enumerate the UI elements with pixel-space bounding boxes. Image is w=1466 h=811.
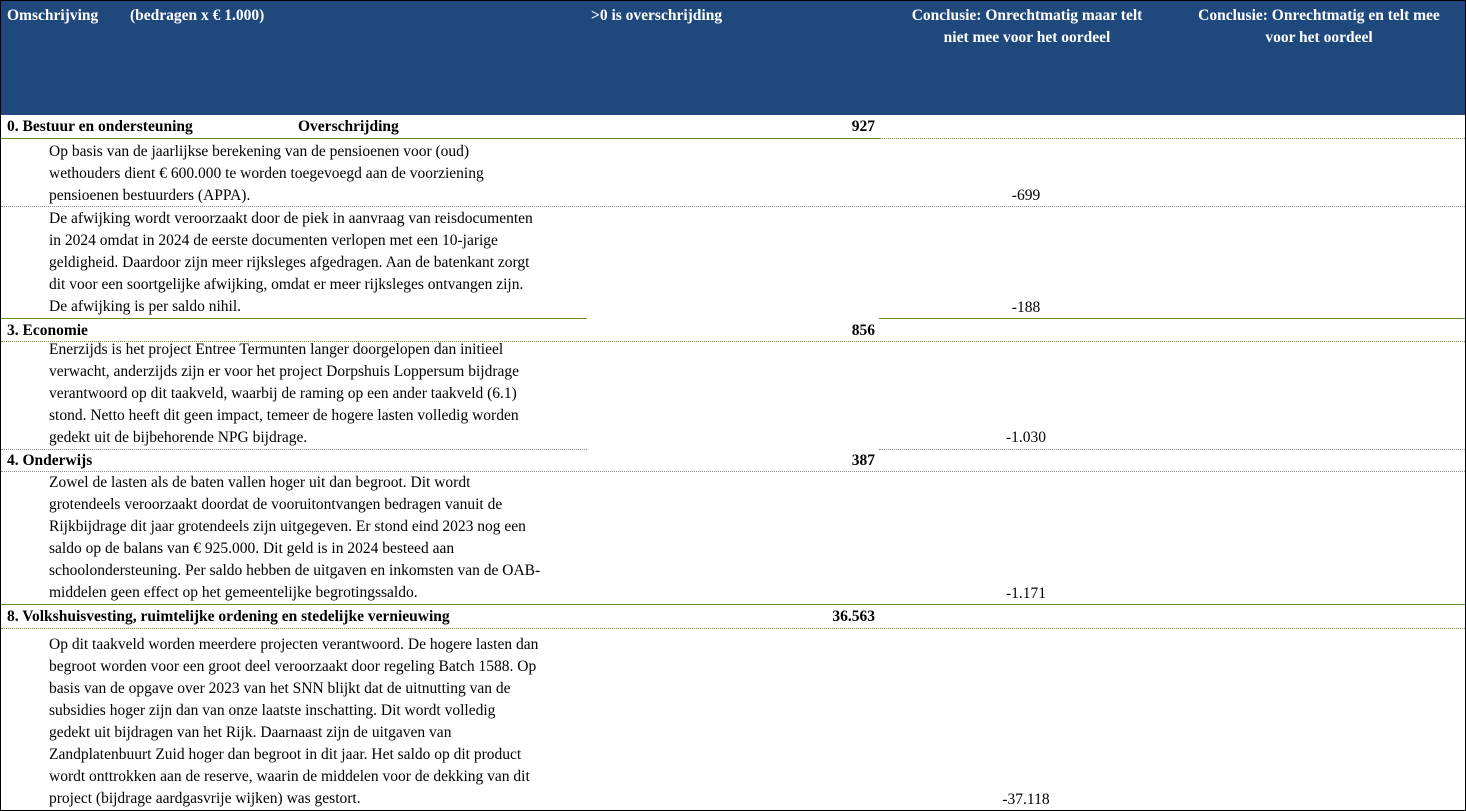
- description-line: Rijkbijdrage dit jaar grotendeels zijn uitgegeven. Er stond eind 2023 nog een: [49, 518, 526, 535]
- description-line: geldigheid. Daardoor zijn meer rijksleges afgedragen. Aan de batenkant zorgt: [49, 254, 530, 271]
- description-line: verantwoord op dit taakveld, waarbij de raming op een ander taakveld (6.1): [49, 385, 517, 402]
- section-sublabel: Overschrijding: [298, 118, 399, 135]
- section-title: 0. Bestuur en ondersteuning: [7, 118, 193, 135]
- section-row-volkshuisvesting: [1, 607, 879, 627]
- header-omschrijving: Omschrijving: [7, 7, 99, 24]
- row-divider: [1, 138, 879, 139]
- description-line: pensioenen bestuurders (APPA).: [49, 187, 251, 204]
- section-row-onderwijs: [1, 451, 879, 471]
- value-cell: -188: [1011, 299, 1041, 316]
- value-cell: -1.171: [1005, 585, 1047, 602]
- section-row-economie: [1, 321, 879, 341]
- description-line: De afwijking wordt veroorzaakt door de piek in aanvraag van reisdocumenten: [49, 210, 533, 227]
- description-line: dit voor een soortgelijke afwijking, omdat er meer rijksleges ontvangen zijn.: [49, 276, 524, 293]
- description-line: Zowel de lasten als de baten vallen hoger uit dan begroot. Dit wordt: [49, 474, 471, 491]
- description-line: stond. Netto heeft dit geen impact, temeer de hogere lasten volledig worden: [49, 407, 519, 424]
- row-divider: [879, 449, 1465, 450]
- row-divider: [1, 628, 1465, 629]
- description-text: [49, 634, 584, 810]
- description-line: subsidies hoger zijn dan van onze laatste inschatting. Dit wordt volledig: [49, 702, 496, 719]
- row-divider: [879, 138, 1465, 139]
- description-line: gedekt uit bijdragen van het Rijk. Daarnaast zijn de uitgaven van: [49, 724, 452, 741]
- description-line: gedekt uit de bijbehorende NPG bijdrage.: [49, 429, 308, 446]
- value-cell: -1.030: [1005, 429, 1047, 446]
- description-line: schoolondersteuning. Per saldo hebben de uitgaven en inkomsten van de OAB-: [49, 562, 541, 579]
- description-line: basis van de opgave over 2023 van het SNN blijkt dat de uitnutting van de: [49, 680, 511, 697]
- description-text: [49, 141, 584, 207]
- value-cell: -699: [1011, 187, 1041, 204]
- row-divider: [1, 604, 1465, 605]
- section-amount: 856: [851, 322, 875, 339]
- table-header: [1, 1, 1465, 115]
- row-divider: [879, 318, 1465, 319]
- header-conclusie-telt-wel: Conclusie: Onrechtmatig en telt mee voor het oordeel: [1198, 7, 1440, 46]
- description-line: Enerzijds is het project Entree Termunten langer doorgelopen dan initieel: [49, 341, 504, 358]
- description-line: Zandplatenbuurt Zuid hoger dan begroot in dit jaar. Het saldo op dit product: [49, 746, 522, 763]
- description-line: saldo op de balans van € 925.000. Dit geld is in 2024 besteed aan: [49, 540, 455, 557]
- description-line: wordt onttrokken aan de reserve, waarin de middelen voor de dekking van dit: [49, 768, 530, 785]
- description-line: verwacht, anderzijds zijn er voor het project Dorpshuis Loppersum bijdrage: [49, 363, 520, 380]
- description-line: Op basis van de jaarlijkse berekening van de pensioenen voor (oud): [49, 143, 470, 160]
- description-text: [49, 208, 584, 318]
- header-overschrijding: >0 is overschrijding: [591, 7, 723, 24]
- section-title: 3. Economie: [7, 322, 88, 339]
- description-text: [49, 339, 584, 449]
- section-title: 4. Onderwijs: [7, 452, 93, 469]
- header-bedragen: (bedragen x € 1.000): [130, 7, 265, 24]
- section-title: 8. Volkshuisvesting, ruimtelijke ordening en stedelijke vernieuwing: [7, 608, 450, 625]
- section-amount: 36.563: [832, 608, 875, 625]
- description-line: project (bijdrage aardgasvrije wijken) was gestort.: [49, 790, 361, 807]
- description-line: Op dit taakveld worden meerdere projecten verantwoord. De hogere lasten dan: [49, 636, 539, 653]
- description-line: middelen geen effect op het gemeentelijke begrotingssaldo.: [49, 584, 418, 601]
- value-cell: -37.118: [1002, 791, 1050, 808]
- description-line: wethouders dient € 600.000 te worden toegevoegd aan de voorziening: [49, 165, 484, 182]
- description-line: De afwijking is per saldo nihil.: [49, 298, 241, 315]
- row-divider: [1, 449, 587, 450]
- row-divider: [1, 206, 1465, 207]
- section-amount: 927: [851, 118, 875, 135]
- description-line: in 2024 omdat in 2024 de eerste documenten verlopen met een 10-jarige: [49, 232, 498, 249]
- section-row-bestuur: [1, 117, 879, 137]
- row-divider: [1, 318, 587, 319]
- section-amount: 387: [851, 452, 875, 469]
- header-conclusie-telt-niet: Conclusie: Onrechtmatig maar telt niet mee voor het oordeel: [911, 7, 1143, 46]
- description-line: begroot worden voor een groot deel veroorzaakt door regeling Batch 1588. Op: [49, 658, 537, 675]
- description-line: grotendeels veroorzaakt doordat de vooruitontvangen bedragen vanuit de: [49, 496, 503, 513]
- description-text: [49, 472, 584, 604]
